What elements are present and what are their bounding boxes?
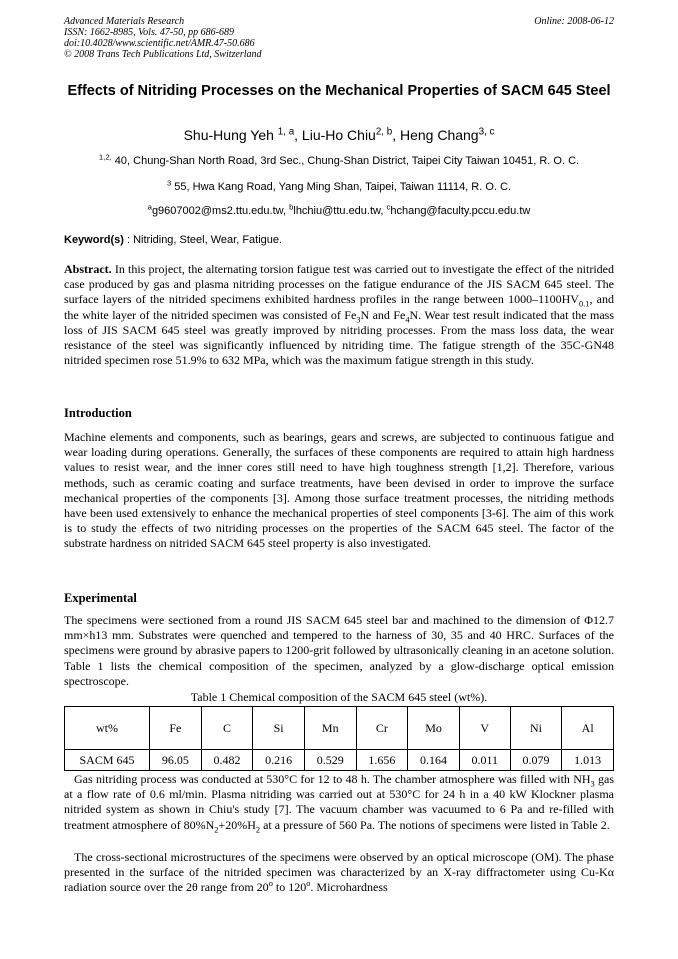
table-header-cell: Al <box>562 707 614 750</box>
table-cell: 1.013 <box>562 750 614 771</box>
introduction-paragraph: Machine elements and components, such as bearings, gears and screws, are subjected to continuous fatigue and wear loading during operations. Generally, the surfaces of these components are required to attain high hardness values to resist wear, and the inner cores still need to have high toughness strength [1,2]. Therefore, various methods, such as ceramic coating and surface treatments, have been devised in order to improve the surface mechanical properties of the components [3]. Among those surface treatment processes, the nitriding methods have been used extensively to enhance the mechanical properties of steel components [3-6]. The aim of this work is to study the effects of two nitriding processes on the properties of the SACM 645 steel. The factor of the substrate hardness on nitrided SACM 645 steel property is also investigated. <box>64 430 614 551</box>
paper-title: Effects of Nitriding Processes on the Mechanical Properties of SACM 645 Steel <box>67 83 611 99</box>
keywords-text: : Nitriding, Steel, Wear, Fatigue. <box>126 234 283 246</box>
paragraph-text: +20%H <box>218 817 256 832</box>
composition-table <box>64 706 614 771</box>
table-header-cell: C <box>201 707 253 750</box>
abstract-text: N. Wear test result indicated that the mass loss of JIS SACM 645 steel was greatly improved by nitriding processes. From the mass loss data, the wear resistance of the steel was significantly influenced by nitriding time. The fatigue strength of the 35C-GN48 nitrided specimen rose 51.9% to 632 MPa, which was the maximum fatigue strength in this study. <box>64 307 615 368</box>
paragraph-text: at a pressure of 560 Pa. The notions of specimens were listed in Table 2. <box>260 817 610 832</box>
paragraph-text: to 120 <box>272 880 307 895</box>
subscript: 2 <box>255 825 261 834</box>
email-link[interactable]: hchang@faculty.pccu.edu.tw <box>390 205 531 217</box>
table-header-cell: Cr <box>356 707 408 750</box>
table-header-cell: Fe <box>150 707 202 750</box>
issn-line: ISSN: 1662-8985, Vols. 47-50, pp 686-689 <box>64 27 234 38</box>
subscript: 0.1 <box>578 299 590 309</box>
keywords-label: Keyword(s) <box>64 234 124 246</box>
journal-header <box>64 16 394 60</box>
table-caption: Table 1 Chemical composition of the SACM 645 steel (wt%). <box>190 690 488 704</box>
abstract <box>64 262 614 368</box>
table-header-cell: Mn <box>304 707 356 750</box>
table-header-cell: Ni <box>510 707 562 750</box>
email-sup: a <box>147 202 152 212</box>
section-heading-experimental: Experimental <box>64 591 137 605</box>
affiliation-1 <box>50 154 628 168</box>
paragraph-text: Gas nitriding process was conducted at 530°C for 12 to 48 h. The chamber atmosphere was filled with NH <box>74 772 591 786</box>
affiliation-2 <box>50 180 628 194</box>
abstract-label: Abstract. <box>64 262 112 276</box>
email-sup: b <box>289 202 294 212</box>
subscript: 2 <box>214 825 219 834</box>
table-cell: 0.216 <box>253 750 305 771</box>
email-sup: c <box>386 202 391 212</box>
table-header-row <box>65 707 614 750</box>
affiliation-text: 40, Chung-Shan North Road, 3rd Sec., Chung-Shan District, Taipei City Taiwan 10451, R. O. C. <box>114 155 580 167</box>
microstructure-paragraph <box>64 850 614 896</box>
gas-nitriding-paragraph <box>64 772 614 833</box>
affiliation-text: 55, Hwa Kang Road, Yang Ming Shan, Taipei, Taiwan 11114, R. O. C. <box>174 181 512 193</box>
paragraph-text: gas at a flow rate of 0.6 ml/min. Plasma nitriding was carried out at 530°C for 24 h in a 40 kW Klockner plasma nitrided system as shown in Chiu's study [7]. The vacuum chamber was vacuumed to 6 Pa and re-filled with treatment atmosphere of 80%N <box>64 772 614 832</box>
table-cell: SACM 645 <box>65 750 150 771</box>
table-header-cell: Mo <box>408 707 460 750</box>
table-cell: 96.05 <box>150 750 202 771</box>
paragraph-text: . Microhardness <box>310 880 388 895</box>
paragraph-text: The cross-sectional microstructures of the specimens were observed by an optical microscope (OM). The phase presented in the surface of the nitrided specimen was characterized by an X-ray diffractometer using Cu-Kα radiation source over the 2θ range from 20 <box>64 850 614 895</box>
author-sup: 3, c <box>478 126 495 138</box>
copyright-line: © 2008 Trans Tech Publications Ltd, Switzerland <box>64 49 262 60</box>
affiliation-sup: 3 <box>166 178 172 188</box>
author-sup: 2, b <box>375 126 393 138</box>
keywords <box>64 233 282 247</box>
abstract-text: N and Fe <box>360 307 406 322</box>
abstract-text: , and the white layer of the nitrided specimen was consisted of Fe <box>64 292 614 322</box>
author-name: Shu-Hung Yeh <box>183 127 274 143</box>
journal-name: Advanced Materials Research <box>64 16 185 27</box>
author-list: Shu-Hung Yeh $^{1, a}$, Liu-Ho Chiu$^{2, b}$, Heng Chang$^{3, c}$ <box>183 126 495 143</box>
subscript: 3 <box>356 315 361 324</box>
subscript: 4 <box>405 315 410 324</box>
table-cell: 0.164 <box>408 750 460 771</box>
superscript: o <box>306 879 311 889</box>
table-cell: 0.011 <box>459 750 510 771</box>
email-link[interactable]: g9607002@ms2.ttu.edu.tw, <box>151 205 287 217</box>
superscript: o <box>268 879 273 889</box>
author-sup: 1, a <box>277 126 295 138</box>
table-cell: 0.079 <box>510 750 562 771</box>
table-header-cell: Si <box>253 707 305 750</box>
affiliation-sup: 1,2, <box>98 152 112 162</box>
doi-line: doi:10.4028/www.scientific.net/AMR.47-50.686 <box>64 38 255 49</box>
online-date: Online: 2008-06-12 <box>534 16 614 27</box>
table-cell: 0.482 <box>201 750 253 771</box>
author-name: Heng Chang <box>399 127 479 143</box>
table-cell: 0.529 <box>304 750 356 771</box>
email-line <box>50 204 628 218</box>
author-name: Liu-Ho Chiu <box>301 127 376 143</box>
table-header-cell: wt% <box>65 707 150 750</box>
subscript: 3 <box>590 779 595 789</box>
email-link[interactable]: lhchiu@ttu.edu.tw, <box>293 205 384 217</box>
abstract-text: In this project, the alternating torsion fatigue test was carried out to investigate the effect of the nitrided case produced by gas and plasma nitriding processes on the fatigue endurance of the JIS SACM 645 steel. The surface layers of the nitrided specimens exhibited hardness profiles in the range between 1000–1100HV <box>64 262 614 307</box>
table-cell: 1.656 <box>356 750 408 771</box>
experimental-paragraph: The specimens were sectioned from a round JIS SACM 645 steel bar and machined to the dimension of Φ12.7 mm×h13 mm. Substrates were quenched and tempered to the harness of 30, 35 and 40 HRC. Surfaces of the specimens were ground by abrasive papers to 1200-grit followed by ultrasonically cleaning in an acetone solution. Table 1 lists the chemical composition of the specimen, analyzed by a glow-discharge optical emission spectroscope. <box>64 613 614 688</box>
section-heading-introduction: Introduction <box>64 406 132 420</box>
table-header-cell: V <box>459 707 510 750</box>
table-row <box>65 750 614 771</box>
